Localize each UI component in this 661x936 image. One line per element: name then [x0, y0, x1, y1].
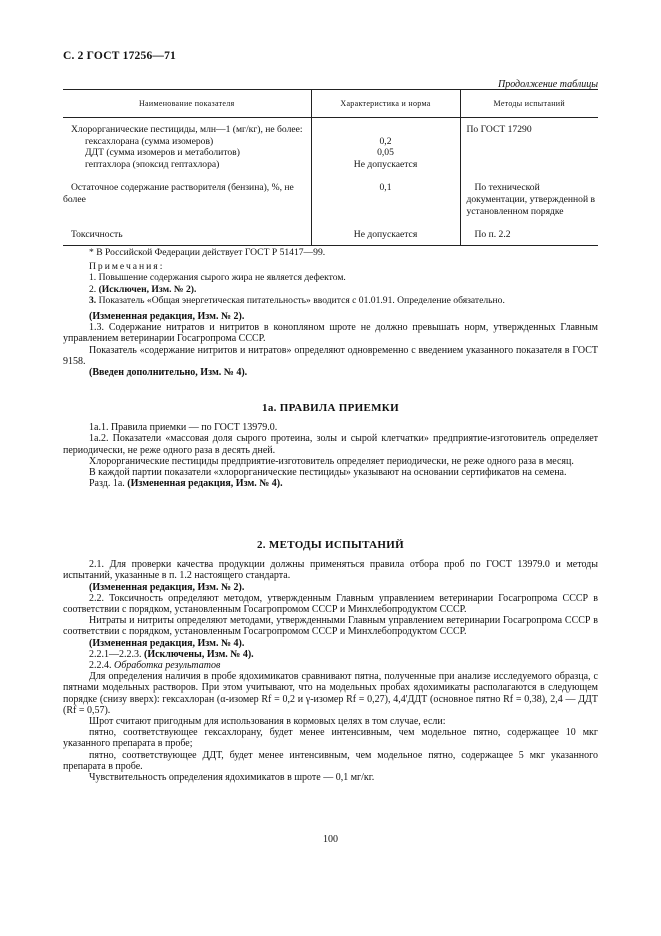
paragraph: Нитраты и нитриты определяют методами, утвержденными Главным управлением ветеринарии Госагропрома СССР в соответствии с порядком, установленным Госагропромом СССР и Минхлебопродуктом СССР. — [63, 615, 598, 638]
paragraph: пятно, соответствующее гексахлорану, будет менее интенсивным, чем модельное пятно, содержащее 10 мкг указанного препарата в пробе; — [63, 727, 598, 750]
table-header-row — [63, 90, 598, 118]
paragraph: Чувствительность определения ядохимикатов в шроте — 0,1 мг/кг. — [89, 772, 375, 784]
page-header: С. 2 ГОСТ 17256—71 — [63, 50, 176, 62]
amendment-note: (Измененная редакция, Изм. № 4). — [89, 637, 245, 649]
note-1: 1. Повышение содержания сырого жира не является дефектом. — [89, 272, 346, 284]
paragraph-1-3: 1.3. Содержание нитратов и нитритов в конопляном шроте не должно превышать норм, утвержденных Главным управлением ветеринарии Госагропрома СССР. — [63, 322, 598, 345]
paragraph: Шрот считают пригодным для использования в кормовых целях в том случае, если: — [89, 716, 446, 728]
table-row — [63, 159, 598, 171]
section-title: 2. МЕТОДЫ ИСПЫТАНИЙ — [257, 539, 404, 551]
cell-value: 0,05 — [377, 147, 394, 159]
amendment-note: (Введен дополнительно, Изм. № 4). — [89, 367, 248, 379]
notes-title: Примечания: — [89, 261, 165, 273]
table-continuation-note: Продолжение таблицы — [497, 79, 598, 90]
note-2: 2. (Исключен, Изм. № 2). — [89, 283, 197, 295]
column-header: Характеристика и норма — [311, 90, 460, 118]
column-header: Методы испытаний — [460, 90, 598, 118]
cell-value: Не допускается — [353, 158, 418, 170]
table-row — [63, 118, 598, 136]
cell-name: Остаточное содержание растворителя (бензина), %, не более — [63, 182, 294, 205]
cell-name: ДДТ (сумма изомеров и метаболитов) — [85, 147, 240, 159]
cell-name: Хлорорганические пестициды, млн—1 (мг/кг), не более: — [71, 124, 303, 135]
paragraph: Для определения наличия в пробе ядохимикатов сравнивают пятна, полученные при анализе исследуемого образца, с пятнами модельных растворов. При этом учитывают, что на модельных пробах ядохимикаты располагаются в следующем порядке (снизу вверх): гексахлоран (α-изомер Rf = 0,2 и γ-изомер Rf = 0,27), 4,4'ДДТ (основное пятно Rf = 0,38), 2,4 — ДДТ (Rf = 0,57). — [63, 671, 598, 716]
section-title: 1а. ПРАВИЛА ПРИЕМКИ — [262, 402, 399, 414]
section-1a — [63, 403, 598, 489]
paragraph: В каждой партии показатели «хлорорганические пестициды» указывают на основании сертификатов на семена. — [89, 467, 567, 479]
amendment-note: (Измененная редакция, Изм. № 2). — [89, 311, 245, 322]
cell-method: По п. 2.2 — [474, 229, 511, 241]
paragraph: 2.2. Токсичность определяют методом, утвержденным Главным управлением ветеринарии Госагропрома СССР в соответствии с порядком, установленным Госагропромом СССР и Минхлебопродуктом СССР. — [63, 592, 598, 616]
cell-name: Токсичность — [71, 229, 123, 241]
footnote: * В Российской Федерации действует ГОСТ Р 51417—99. — [89, 247, 326, 258]
table-row — [63, 217, 598, 245]
table-row — [63, 147, 598, 159]
spec-table — [63, 89, 598, 246]
paragraph: 2.2.4. Обработка результатов — [89, 660, 221, 672]
cell-method: По ГОСТ 17290 — [466, 124, 532, 135]
cell-value: 0,2 — [379, 135, 392, 147]
paragraph-1-3b: Показатель «содержание нитритов и нитратов» определяют одновременно с введением указанного показателя в ГОСТ 9158. — [63, 344, 598, 367]
paragraph: Хлорорганические пестициды предприятие-изготовитель определяет периодически, не реже одного раза в месяц. — [89, 455, 574, 467]
note-3: 3. Показатель «Общая энергетическая питательность» вводится с 01.01.91. Определение обязательно. — [89, 294, 505, 306]
page-number: 100 — [323, 834, 338, 845]
cell-value: Не допускается — [353, 229, 418, 241]
cell-name: гексахлорана (сумма изомеров) — [85, 135, 214, 147]
table-row — [63, 170, 598, 217]
cell-name: гептахлора (эпоксид гептахлора) — [85, 158, 220, 170]
paragraph: пятно, соответствующее ДДТ, будет менее интенсивным, чем модельное пятно, содержащее 5 мкг указанного препарата в пробе. — [63, 749, 598, 772]
table-row — [63, 136, 598, 148]
column-header: Наименование показателя — [63, 90, 311, 118]
paragraph: Разд. 1а. (Измененная редакция, Изм. № 4). — [89, 478, 283, 490]
table-notes — [63, 247, 598, 306]
paragraph: 2.1. Для проверки качества продукции должны применяться правила отбора проб по ГОСТ 13979.0 и методы испытаний, указанные в п. 1.2 настоящего стандарта. — [63, 559, 598, 582]
section-2 — [63, 540, 598, 783]
cell-method: По технической документации, утвержденной в установленном порядке — [466, 182, 596, 217]
amendment-note: (Измененная редакция, Изм. № 2). — [89, 581, 245, 593]
section-1-continuation — [63, 311, 598, 378]
paragraph: 1а.1. Правила приемки — по ГОСТ 13979.0. — [89, 422, 278, 434]
cell-value: 0,1 — [379, 182, 392, 194]
paragraph: 1а.2. Показатели «массовая доля сырого протеина, золы и сырой клетчатки» предприятие-изготовитель определяет периодически, не реже одного раза в десять дней. — [63, 433, 598, 456]
paragraph: 2.2.1—2.2.3. (Исключены, Изм. № 4). — [89, 648, 254, 660]
